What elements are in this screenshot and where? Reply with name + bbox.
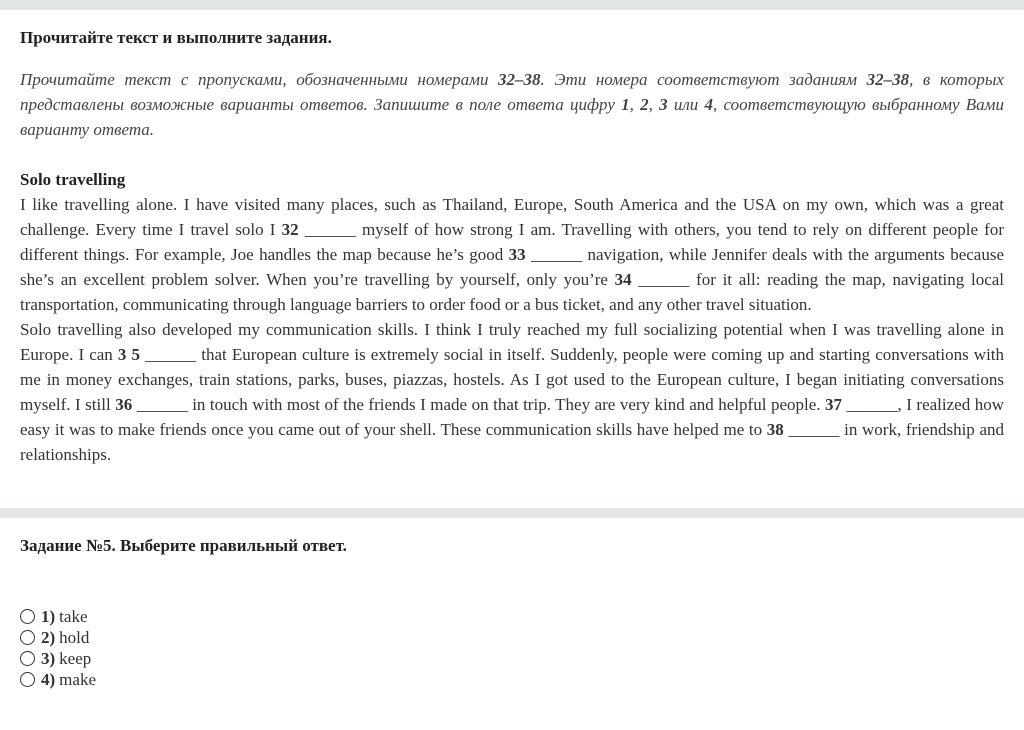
gap-blank: ______ — [846, 395, 898, 414]
gap-32 — [282, 220, 356, 239]
answer-options — [20, 606, 1004, 690]
instr-text: . Эти номера соответствуют заданиям — [540, 70, 867, 89]
task-title: Задание №5. Выберите правильный ответ. — [20, 536, 347, 555]
instr-text: , — [629, 95, 641, 114]
text-fragment: in work, friendship and relationships. — [20, 420, 1005, 464]
gap-number: 38 — [766, 420, 784, 439]
option-label: make — [59, 669, 96, 689]
text-fragment: , I realized how easy it was to make friends once you came out of your shell. These communication skills have helped me to — [20, 395, 1004, 439]
instr-digit: 1 — [621, 95, 630, 114]
text-fragment: for it all: reading the map, navigating local transportation, communicating through language barriers to order food or a bus ticket, and any other travel situation. — [20, 270, 1005, 314]
option-number: 2) — [41, 627, 56, 647]
reading-section — [0, 28, 1024, 467]
gap-blank: ______ — [638, 270, 690, 289]
instr-text: , в которых представлены возможные варианты ответов. Запишите в поле ответа цифру — [20, 70, 1004, 114]
gap-blank: ______ — [145, 345, 197, 364]
task-section — [0, 536, 1024, 690]
radio-button[interactable] — [20, 630, 35, 645]
option-number: 1) — [41, 606, 56, 626]
text-fragment: Solo travelling also developed my communication skills. I think I truly reached my full socializing potential when I was travelling alone in Europe. I can — [20, 320, 1004, 364]
instr-range: 32–38 — [498, 70, 541, 89]
gap-33 — [509, 245, 582, 264]
radio-button[interactable] — [20, 672, 35, 687]
answer-option-2[interactable] — [20, 627, 1004, 648]
gap-blank: ______ — [304, 220, 356, 239]
instr-text: , соответствующую выбранному Вами варианту ответа. — [20, 95, 1005, 139]
gap-blank: ______ — [531, 245, 583, 264]
gap-number: 34 — [614, 270, 632, 289]
radio-button[interactable] — [20, 609, 35, 624]
option-label: keep — [59, 648, 92, 668]
top-divider — [0, 0, 1024, 10]
text-title: Solo travelling — [20, 170, 126, 189]
gap-number: 36 — [115, 395, 133, 414]
text-fragment: myself of how strong I am. Travelling with others, you tend to rely on different people for different things. For example, Joe handles the map because he’s good — [20, 220, 1005, 264]
gap-number: 3 5 — [117, 345, 141, 364]
text-fragment: I like travelling alone. I have visited many places, such as Thailand, Europe, South America and the USA on my own, which was a great challenge. Every time I travel solo I — [20, 195, 1004, 239]
option-number: 4) — [41, 669, 56, 689]
gap-38 — [767, 420, 840, 439]
section-heading: Прочитайте текст и выполните задания. — [20, 28, 332, 47]
text-paragraph-2 — [20, 317, 1004, 467]
section-divider — [0, 508, 1024, 518]
gap-35 — [118, 345, 196, 364]
gap-blank: ______ — [788, 420, 840, 439]
instructions — [20, 67, 1004, 142]
instr-digit: 3 — [659, 95, 668, 114]
answer-option-4[interactable] — [20, 669, 1004, 690]
instr-range: 32–38 — [866, 70, 910, 89]
text-fragment: that European culture is extremely social in itself. Suddenly, people were coming up and starting conversations with me in money exchanges, train stations, parks, buses, piazzas, hostels. As I got used to the European culture, I began initiating conversations myself. I still — [20, 345, 1005, 414]
instr-text: , — [648, 95, 660, 114]
instr-text: или — [667, 95, 705, 114]
gap-34 — [615, 270, 690, 289]
option-label: take — [59, 606, 88, 626]
text-fragment: navigation, while Jennifer deals with the arguments because she’s an excellent problem solver. When you’re travelling by yourself, only you’re — [20, 245, 1004, 289]
instr-digit: 2 — [640, 95, 649, 114]
gap-number: 37 — [825, 395, 843, 414]
option-number: 3) — [41, 648, 56, 668]
option-label: hold — [59, 627, 90, 647]
gap-number: 32 — [281, 220, 299, 239]
instr-text: Прочитайте текст с пропусками, обозначенными номерами — [20, 70, 499, 89]
radio-button[interactable] — [20, 651, 35, 666]
answer-option-3[interactable] — [20, 648, 1004, 669]
instr-digit: 4 — [704, 95, 713, 114]
gap-blank: ______ — [136, 395, 188, 414]
gap-36 — [115, 395, 188, 414]
gap-number: 33 — [508, 245, 526, 264]
answer-option-1[interactable] — [20, 606, 1004, 627]
text-fragment: in touch with most of the friends I made on that trip. They are very kind and helpful people. — [187, 395, 826, 414]
gap-37 — [825, 395, 898, 414]
text-paragraph-1 — [20, 192, 1004, 317]
